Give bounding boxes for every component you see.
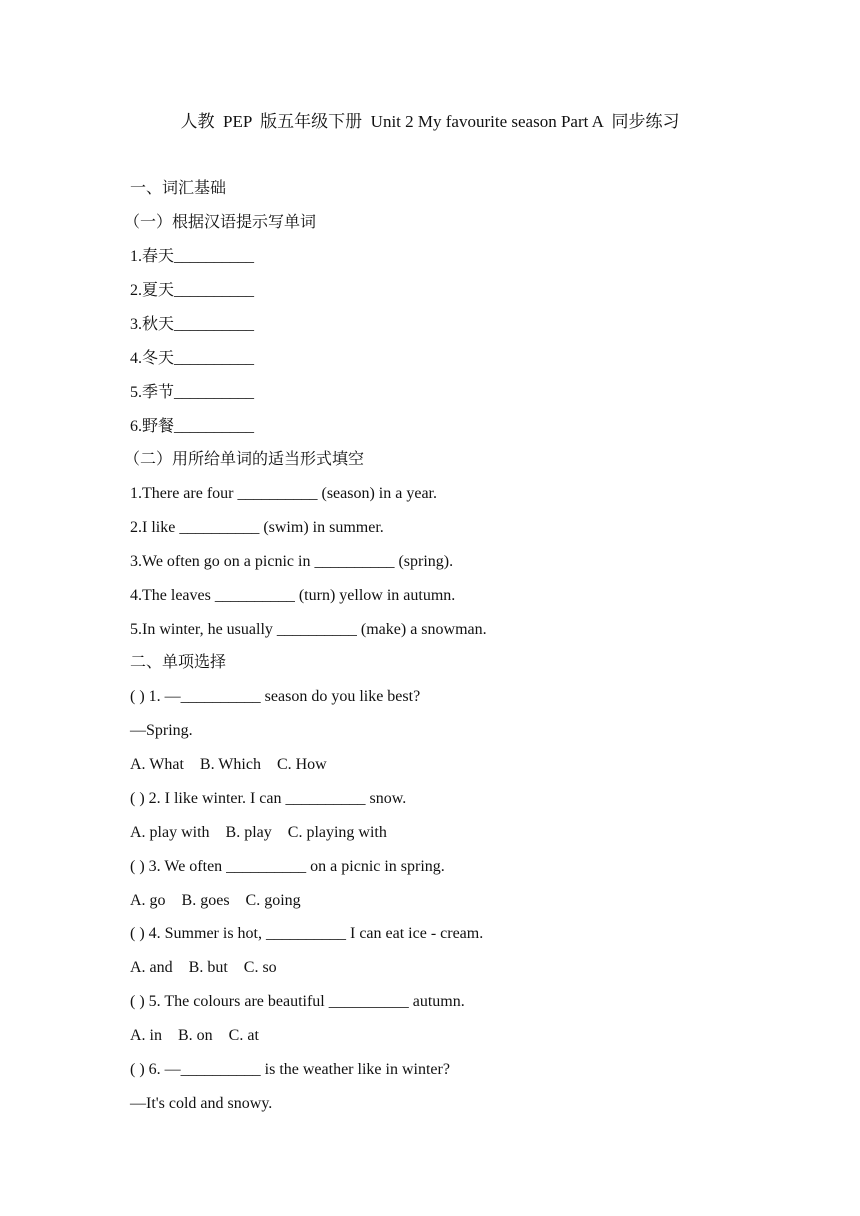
- choice-options: A. play with B. play C. playing with: [130, 824, 387, 841]
- choice-answer-line: —Spring.: [130, 722, 193, 739]
- choice-question: ( ) 1. —__________ season do you like best?: [130, 688, 421, 705]
- choice-question: ( ) 5. The colours are beautiful __________ autumn.: [130, 993, 465, 1010]
- choice-question: ( ) 4. Summer is hot, __________ I can eat ice - cream.: [130, 925, 484, 942]
- page-title: 人教 PEP 版五年级下册 Unit 2 My favourite season Part A 同步练习: [180, 112, 680, 131]
- vocab-item: 2.夏天__________: [130, 282, 255, 299]
- choice-options: A. in B. on C. at: [130, 1027, 259, 1044]
- choice-options: A. What B. Which C. How: [130, 756, 327, 773]
- vocab-item: 4.冬天__________: [130, 350, 255, 367]
- part1-heading: （一）根据汉语提示写单词: [124, 214, 317, 231]
- fill-blank-item: 5.In winter, he usually __________ (make) a snowman.: [130, 621, 487, 638]
- section-heading-vocab: 一、词汇基础: [130, 180, 227, 197]
- choice-question: ( ) 3. We often __________ on a picnic in spring.: [130, 858, 445, 875]
- fill-blank-item: 1.There are four __________ (season) in a year.: [130, 485, 437, 502]
- choice-answer-line: —It's cold and snowy.: [130, 1095, 273, 1112]
- part2-heading: （二）用所给单词的适当形式填空: [124, 451, 365, 468]
- fill-blank-item: 3.We often go on a picnic in __________ (spring).: [130, 553, 454, 570]
- vocab-item: 6.野餐__________: [130, 418, 255, 435]
- vocab-item: 3.秋天__________: [130, 316, 255, 333]
- fill-blank-item: 2.I like __________ (swim) in summer.: [130, 519, 384, 536]
- choice-question: ( ) 6. —__________ is the weather like in winter?: [130, 1061, 450, 1078]
- choice-options: A. and B. but C. so: [130, 959, 277, 976]
- choice-question: ( ) 2. I like winter. I can __________ snow.: [130, 790, 407, 807]
- vocab-item: 1.春天__________: [130, 248, 255, 265]
- choice-options: A. go B. goes C. going: [130, 892, 301, 909]
- fill-blank-item: 4.The leaves __________ (turn) yellow in autumn.: [130, 587, 456, 604]
- section-heading-choice: 二、单项选择: [130, 654, 227, 671]
- vocab-item: 5.季节__________: [130, 384, 255, 401]
